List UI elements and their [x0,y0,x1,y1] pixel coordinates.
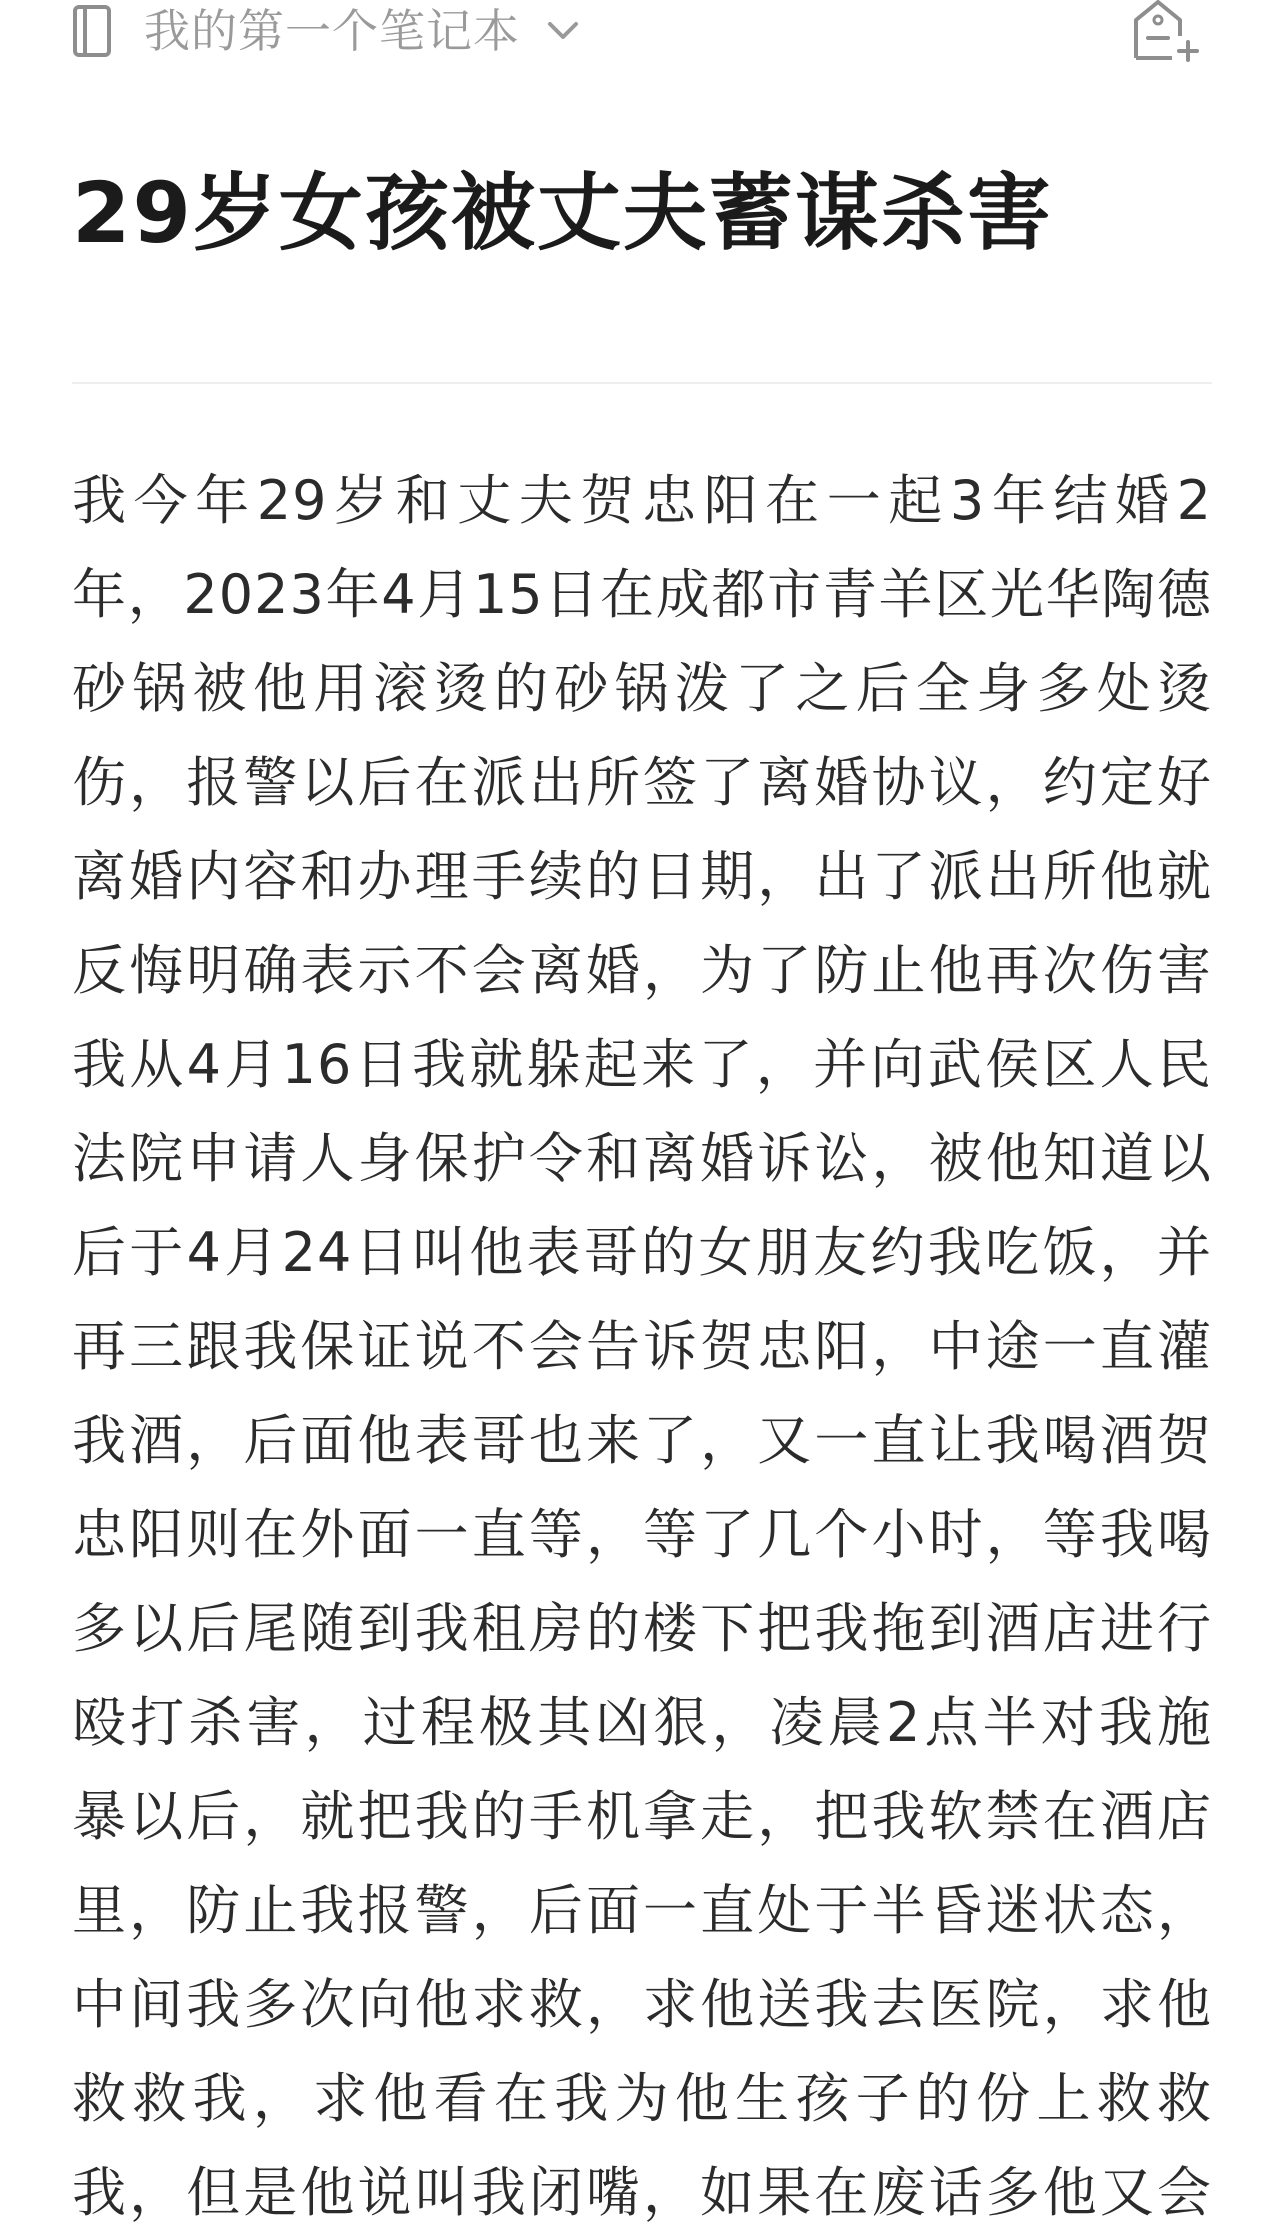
body-line: 暴以后，就把我的手机拿走，把我软禁在酒店 [72,1785,1212,1848]
add-tag-button[interactable] [1132,0,1204,62]
body-line: 多以后尾随到我租房的楼下把我拖到酒店进行 [72,1597,1212,1660]
top-bar [0,0,1284,62]
body-line: 我从4月16日我就躲起来了，并向武侯区人民 [72,1033,1212,1096]
body-line: 中间我多次向他求救，求他送我去医院，求他 [72,1973,1212,2036]
body-line: 救救我，求他看在我为他生孩子的份上救救 [72,2067,1212,2130]
body-line: 再三跟我保证说不会告诉贺忠阳，中途一直灌 [72,1315,1212,1378]
notebook-name: 我的第一个笔记本 [144,4,520,58]
body-line: 我今年29岁和丈夫贺忠阳在一起3年结婚2 [72,469,1212,532]
title-divider [72,382,1212,384]
tag-add-icon [1132,0,1204,62]
body-line: 忠阳则在外面一直等，等了几个小时，等我喝 [72,1503,1212,1566]
body-line: 年，2023年4月15日在成都市青羊区光华陶德 [72,563,1212,626]
body-line: 反悔明确表示不会离婚，为了防止他再次伤害 [72,939,1212,1002]
body-line: 我，但是他说叫我闭嘴，如果在废话多他又会 [72,2161,1212,2224]
body-line: 后于4月24日叫他表哥的女朋友约我吃饭，并 [72,1221,1212,1284]
body-line: 伤，报警以后在派出所签了离婚协议，约定好 [72,751,1212,814]
body-line: 我酒，后面他表哥也来了，又一直让我喝酒贺 [72,1409,1212,1472]
notebook-switcher[interactable] [72,0,580,62]
body-line: 离婚内容和办理手续的日期，出了派出所他就 [72,845,1212,908]
notebook-icon [72,4,112,58]
body-line: 法院申请人身保护令和离婚诉讼，被他知道以 [72,1127,1212,1190]
body-line: 殴打杀害，过程极其凶狠，凌晨2点半对我施 [72,1691,1212,1754]
note-body[interactable] [72,454,1212,2240]
body-line: 里，防止我报警，后面一直处于半昏迷状态， [72,1879,1212,1942]
body-line: 砂锅被他用滚烫的砂锅泼了之后全身多处烫 [72,657,1212,720]
note-title[interactable]: 29岁女孩被丈夫蓄谋杀害 [72,164,1053,262]
chevron-down-icon [546,19,580,43]
